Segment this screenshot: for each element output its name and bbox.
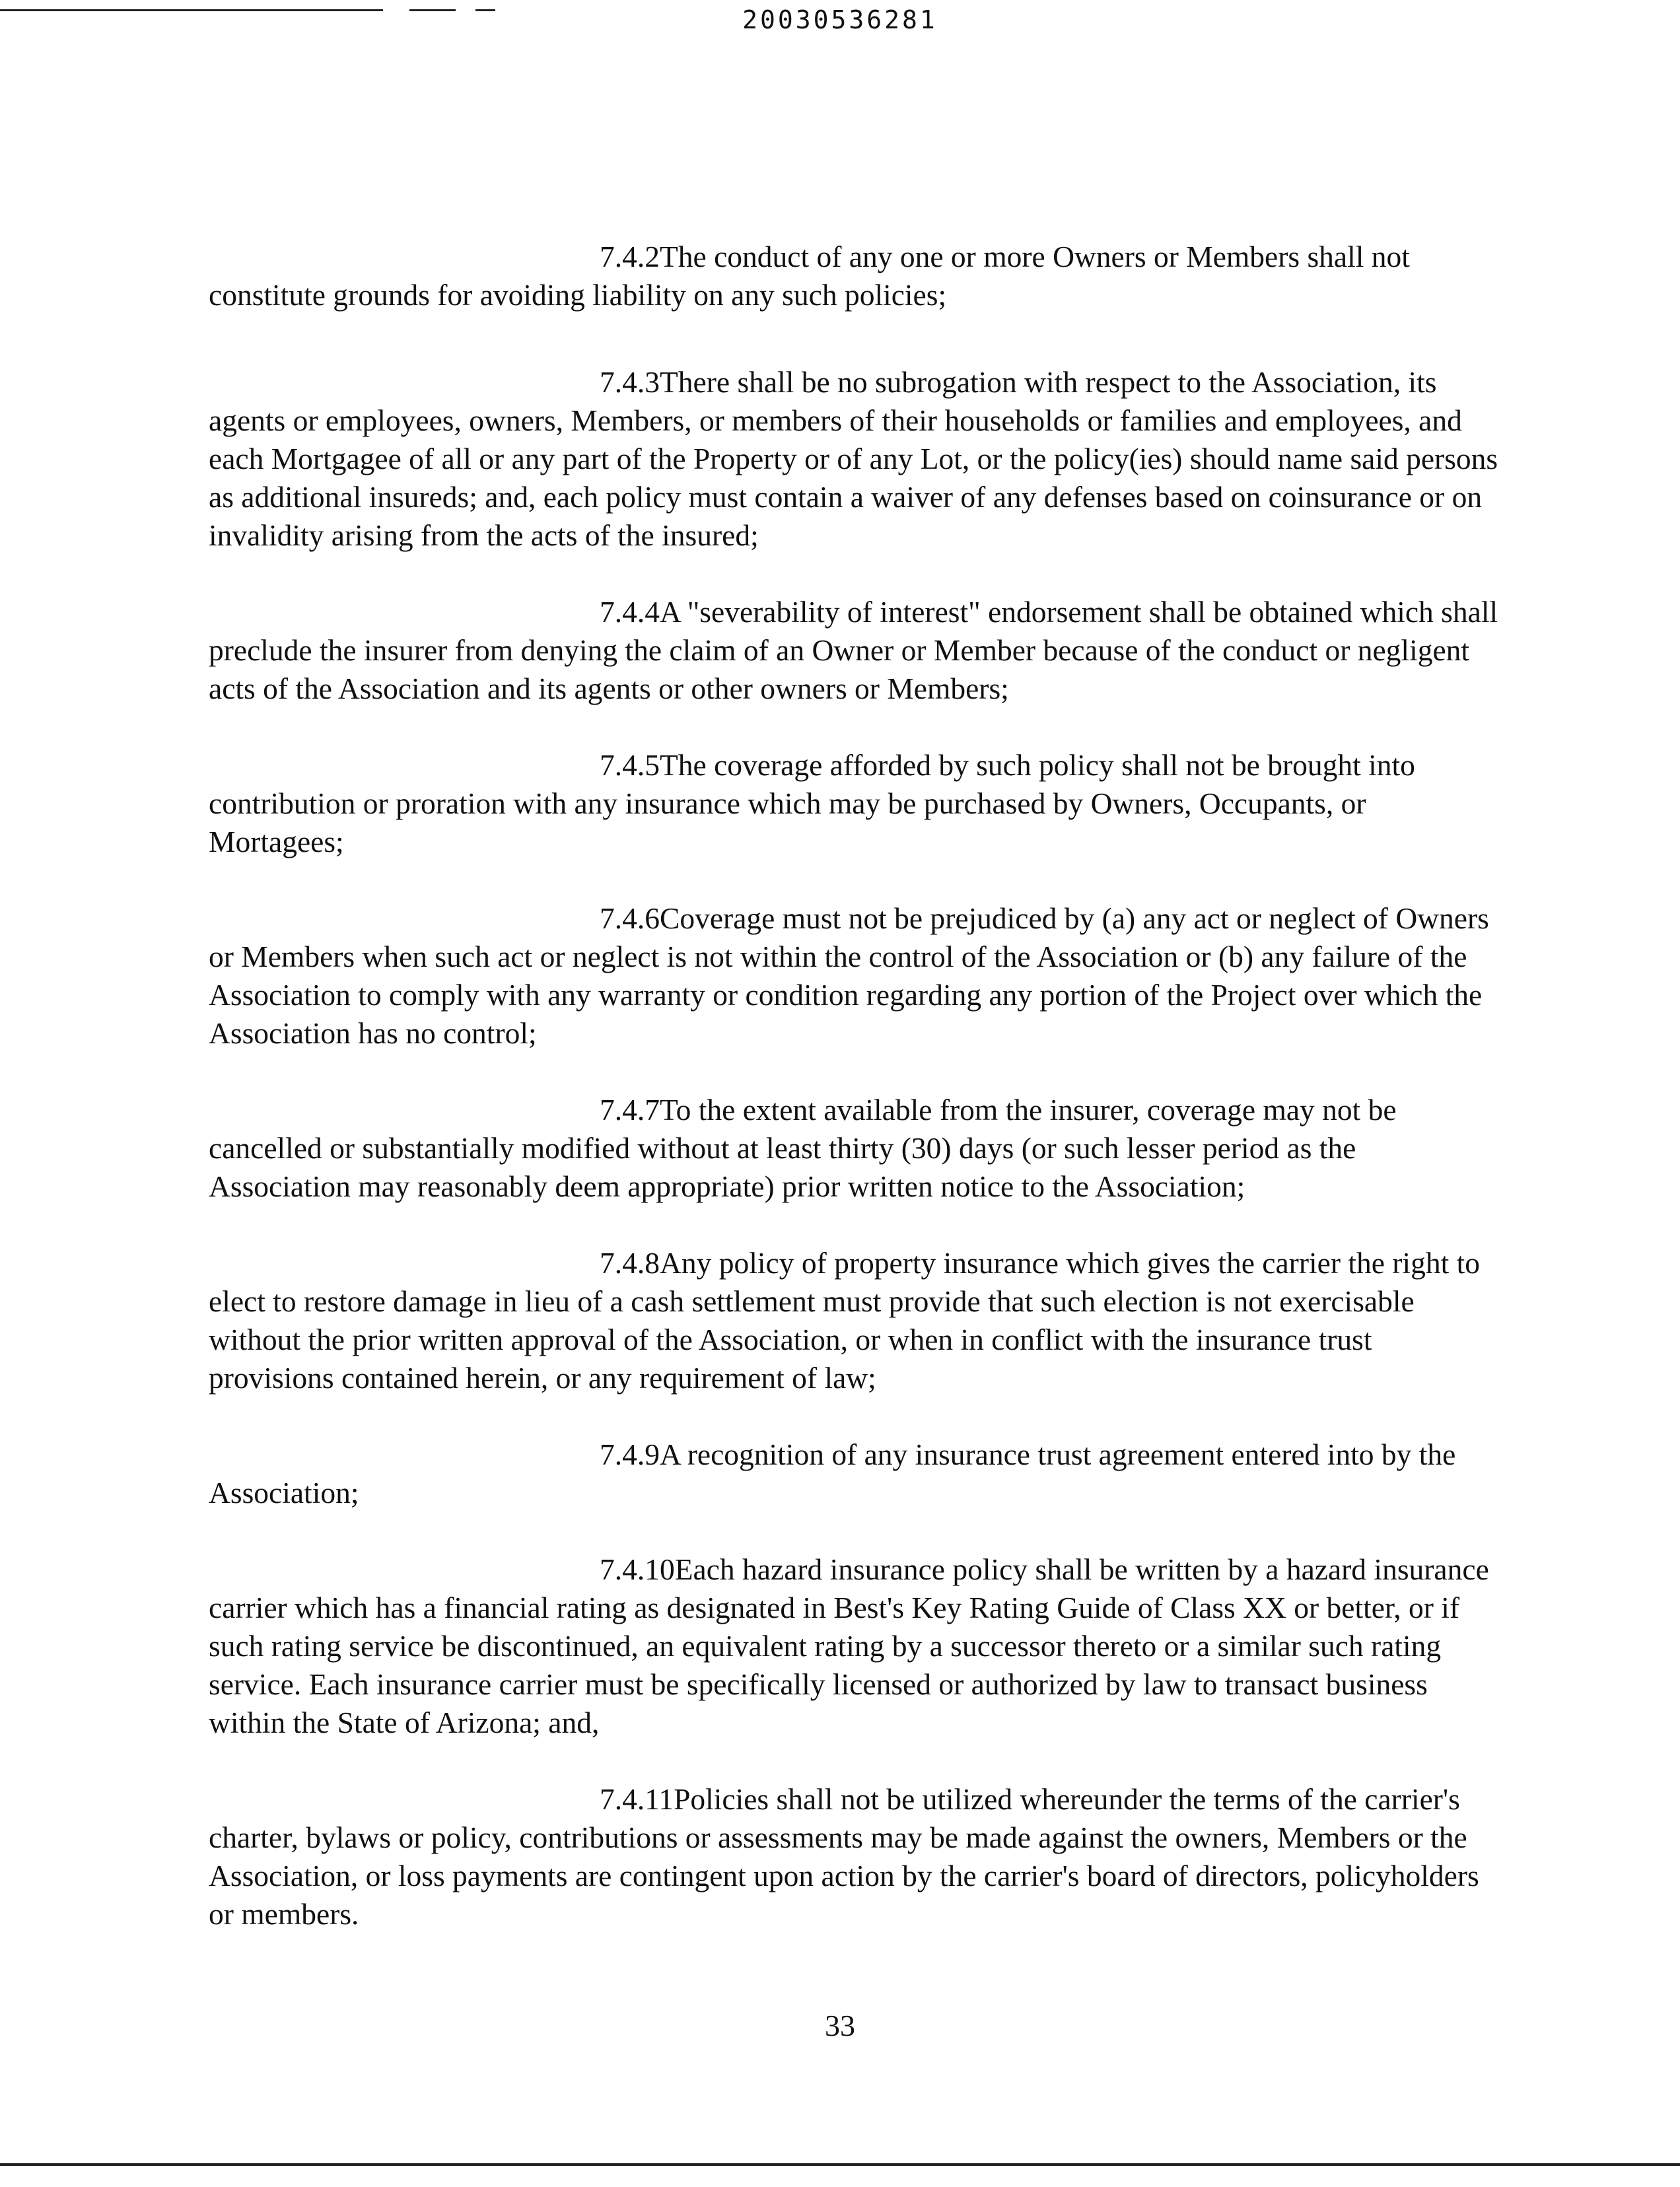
paragraph-number: 7.4.3 <box>600 365 660 399</box>
paragraph-text: There shall be no subrogation with respect to the Association, its agents or employees, owners, Members, or members of their households or families and employees, and each Mortgagee of all or any part of the Property or of any Lot, or the policy(ies) should name said persons as additional insureds; and, each policy must contain a waiver of any defenses based on coinsurance or on invalidity arising from the acts of the insured; <box>209 365 1498 552</box>
paragraph-7-4-7 <box>209 1091 1503 1206</box>
paragraph-text: The conduct of any one or more Owners or Members shall not constitute grounds for avoiding liability on any such policies; <box>209 240 1410 312</box>
paragraph-7-4-6 <box>209 899 1503 1053</box>
paragraph-7-4-5 <box>209 746 1503 861</box>
paragraph-text: Policies shall not be utilized whereunder the terms of the carrier's charter, bylaws or policy, contributions or assessments may be made against the owners, Members or the Association, or loss payments are contingent upon action by the carrier's board of directors, policyholders or members. <box>209 1782 1479 1931</box>
paragraph-7-4-4 <box>209 593 1503 708</box>
paragraph-7-4-11 <box>209 1780 1503 1933</box>
paragraph-7-4-10 <box>209 1550 1503 1742</box>
paragraph-number: 7.4.6 <box>600 901 660 935</box>
paragraph-text: Each hazard insurance policy shall be written by a hazard insurance carrier which has a financial rating as designated in Best's Key Rating Guide of Class XX or better, or if such rating service be discontinued, an equivalent rating by a successor thereto or a similar such rating service. Each insurance carrier must be specifically licensed or authorized by law to transact business within the State of Arizona; and, <box>209 1552 1489 1739</box>
paragraph-number: 7.4.11 <box>600 1782 674 1816</box>
paragraph-number: 7.4.10 <box>600 1552 675 1586</box>
paragraph-text: Coverage must not be prejudiced by (a) any act or neglect of Owners or Members when such act or neglect is not within the control of the Association or (b) any failure of the Association to comply with any warranty or condition regarding any portion of the Project over which the Association has no control; <box>209 901 1489 1050</box>
paragraph-number: 7.4.9 <box>600 1438 660 1471</box>
paragraph-number: 7.4.4 <box>600 595 660 629</box>
paragraph-7-4-8 <box>209 1244 1503 1397</box>
bottom-rule <box>0 2163 1680 2166</box>
paragraph-number: 7.4.7 <box>600 1093 660 1127</box>
page-number: 33 <box>825 2009 855 2042</box>
paragraph-number: 7.4.2 <box>600 240 660 273</box>
paragraph-number: 7.4.8 <box>600 1246 660 1280</box>
paragraph-text: The coverage afforded by such policy shall not be brought into contribution or proration with any insurance which may be purchased by Owners, Occupants, or Mortagees; <box>209 748 1415 858</box>
document-number: 20030536281 <box>742 5 938 34</box>
document-body <box>209 238 1503 1933</box>
paragraph-text: To the extent available from the insurer, coverage may not be cancelled or substantially modified without at least thirty (30) days (or such lesser period as the Association may reasonably deem appropriate) prior written notice to the Association; <box>209 1093 1397 1203</box>
paragraph-7-4-3 <box>209 363 1503 555</box>
paragraph-number: 7.4.5 <box>600 748 660 782</box>
paragraph-7-4-2 <box>209 238 1503 314</box>
paragraph-text: A "severability of interest" endorsement shall be obtained which shall preclude the insurer from denying the claim of an Owner or Member because of the conduct or negligent acts of the Association and its agents or other owners or Members; <box>209 595 1498 705</box>
paragraph-text: Any policy of property insurance which gives the carrier the right to elect to restore damage in lieu of a cash settlement must provide that such election is not exercisable without the prior written approval of the Association, or when in conflict with the insurance trust provisions contained herein, or any requirement of law; <box>209 1246 1481 1395</box>
paragraph-text: A recognition of any insurance trust agreement entered into by the Association; <box>209 1438 1456 1510</box>
paragraph-7-4-9 <box>209 1436 1503 1512</box>
